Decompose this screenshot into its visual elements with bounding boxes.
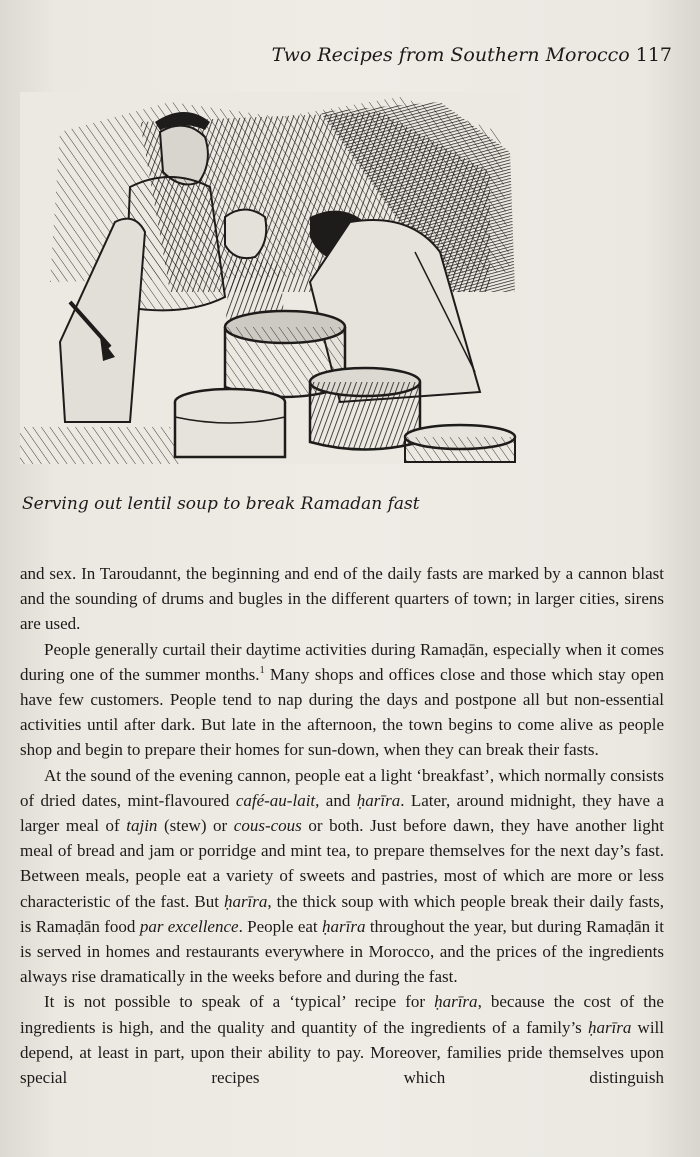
paragraph: It is not possible to speak of a ‘typical’ recipe for ḥarīra, because the cost of the ingredients is high, and the quality and quantity of the ingredients of a family’s ḥarīra will depend, at least in part, upon their ability to pay. Moreover, families pride themselves upon special recipes which distinguish [20,992,664,1088]
paragraph: At the sound of the evening cannon, people eat a light ‘breakfast’, which normally consists of dried dates, mint-flavoured café-au-lait, and ḥarīra. Later, around midnight, they have a larger meal of tajin (stew) or cous-cous or both. Just before dawn, they have another light meal of bread and jam or porridge and mint tea, to prepare themselves for the next day’s fast. Between meals, people eat a variety of sweets and pastries, most of which are more or less characteristic of the fast. But ḥarīra, the thick soup with which people break their daily fasts, is Ramaḍān food par excellence. People eat ḥarīra throughout the year, but during Ramaḍān it is served in homes and restaurants everywhere in Morocco, and the prices of the ingredients always rise dramatically in the weeks before and during the fast. [20,765,665,987]
body-text [20,561,664,1090]
figure-caption: Serving out lentil soup to break Ramadan fast [22,494,420,514]
page-number: 117 [635,44,672,66]
illustration-serving-soup [20,92,520,464]
paragraph: People generally curtail their daytime activities during Ramaḍān, especially when it comes during one of the summer months.$^1$ Many shops and offices close and those which stay open have few customers. People tend to nap during the days and postpone all but non-essential activities until after dark. But late in the afternoon, the town begins to come alive as people shop and begin to prepare their homes for sun-down, when they can break their fasts. [20,639,664,760]
running-header [272,44,672,66]
paragraph: and sex. In Taroudannt, the beginning and end of the daily fasts are marked by a cannon blast and the sounding of drums and bugles in the different quarters of town; in larger cities, sirens are used. [20,564,664,634]
running-title: Two Recipes from Southern Morocco [271,44,630,66]
footnote-marker[interactable]: 1 [259,664,265,676]
